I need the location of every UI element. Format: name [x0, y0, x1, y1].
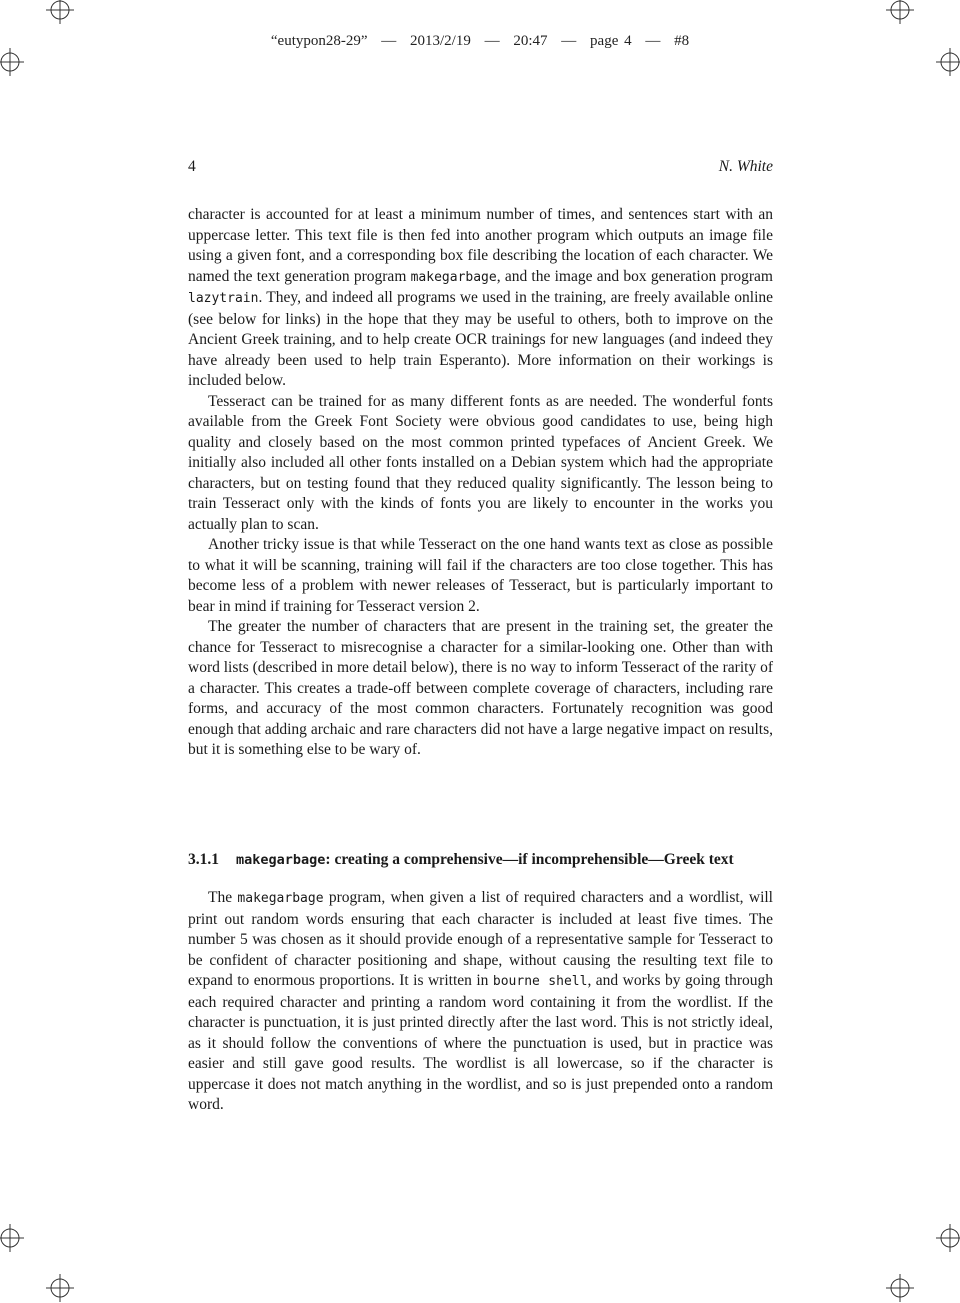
page-number: 4 — [188, 158, 196, 175]
paragraph: The greater the number of characters that are present in the training set, the greater the chance for Tesseract to misrecognise a character for a similar-looking one. Other than with word lists (described in more detail below), there is no way to inform Tesseract of the rarity of a character. This creates a trade-off between complete coverage of characters, including rare forms, and accuracy of the most common characters. Fortunately recognition was good enough that adding archaic and rare characters did not have a large negative impact on results, but it is something else to be wary of. — [188, 618, 773, 758]
inline-code: makegarbage — [237, 891, 324, 906]
slug-time: 20:47 — [513, 33, 548, 49]
text-run: , and works by going through each required character and printing a random word containing it from the wordlist. If the character is punctuation, it is just printed directly after the last word. This is not strictly ideal, as it should follow the conventions of where the punctuation is used, but in practice was easier and still gave good results. The wordlist is all lowercase, so if the character is uppercase it does not match anything in the wordlist, and so is just prepended onto a random word. — [188, 972, 774, 1113]
crop-mark-upper-left — [0, 48, 24, 76]
crop-mark-top-right — [886, 0, 914, 24]
section-title: : creating a comprehensive—if incomprehensible—Greek text — [325, 851, 734, 868]
text-run: The — [208, 889, 238, 906]
slug-page: page 4 — [590, 33, 632, 49]
crop-mark-bottom-right — [886, 1274, 914, 1302]
body-text — [188, 205, 773, 761]
paragraph: Another tricky issue is that while Tesseract on the one hand wants text as close as possible to what it will be scanning, training will fail if the characters are too close together. This has become less of a problem with newer releases of Tesseract, but is particularly important to bear in mind if training for Tesseract version 2. — [188, 536, 773, 615]
running-head — [188, 158, 773, 176]
paragraph: Tesseract can be trained for as many different fonts as are needed. The wonderful fonts available from the Greek Font Society were obvious good candidates to use, being high quality and closely based on the most common printed typefaces of Ancient Greek. We initially also included all other fonts installed on a Debian system which had the appropriate characters, but on testing found that they reduced quality significantly. The lesson being to train Tesseract only with the kinds of fonts you are likely to encounter in the works you actually plan to scan. — [188, 392, 773, 533]
inline-code: bourne shell — [492, 974, 588, 989]
crop-mark-lower-right — [936, 1224, 960, 1252]
section-number: 3.1.1 — [188, 851, 219, 868]
section-heading — [188, 851, 773, 869]
slug-dash: — — [561, 33, 577, 49]
slug-dash: — — [381, 33, 397, 49]
inline-code: lazytrain — [188, 291, 259, 306]
inline-code: makegarbage — [410, 269, 497, 285]
slug-dash: — — [484, 33, 500, 49]
crop-mark-upper-right — [936, 48, 960, 76]
crop-mark-bottom-left — [46, 1274, 74, 1302]
slug-dash: — — [645, 33, 661, 49]
text-run: . They, and indeed all programs we used in the training, are freely available online (see below for links) in the hope that they may be useful to others, both to improve on the Ancient Greek training, and to help create OCR trainings for new languages (and indeed they have already been used to help train Esperanto). More information on their workings is included below. — [188, 289, 773, 389]
slug-date: 2013/2/19 — [410, 33, 471, 49]
crop-mark-top-left — [46, 0, 74, 24]
print-slug — [0, 33, 960, 50]
section-code: makegarbage — [236, 852, 326, 868]
slug-file: “eutypon28-29” — [270, 33, 368, 49]
slug-marker: #8 — [674, 33, 690, 49]
text-run: character is accounted for at least a minimum number of times, and sentences start with an uppercase letter. This text file is then fed into another program which outputs an image file using a given font, and a corresponding box file describing the location of each character. We named the text generation program — [188, 206, 773, 285]
running-head-author: N. White — [718, 158, 773, 175]
paragraph — [188, 205, 773, 392]
paragraph — [188, 888, 773, 1116]
section-body-text — [188, 888, 773, 1116]
text-run: program, when given a list of required characters and a wordlist, will print out random words ensuring that each character is included at least five times. The number 5 was chosen as it should provide enough of a representative sample for Tesseract to be confident of character positioning and shape, without causing the resulting text file to expand to enormous proportions. It is written in — [188, 889, 773, 989]
text-run: , and the image and box generation program — [496, 267, 773, 285]
crop-mark-lower-left — [0, 1224, 24, 1252]
